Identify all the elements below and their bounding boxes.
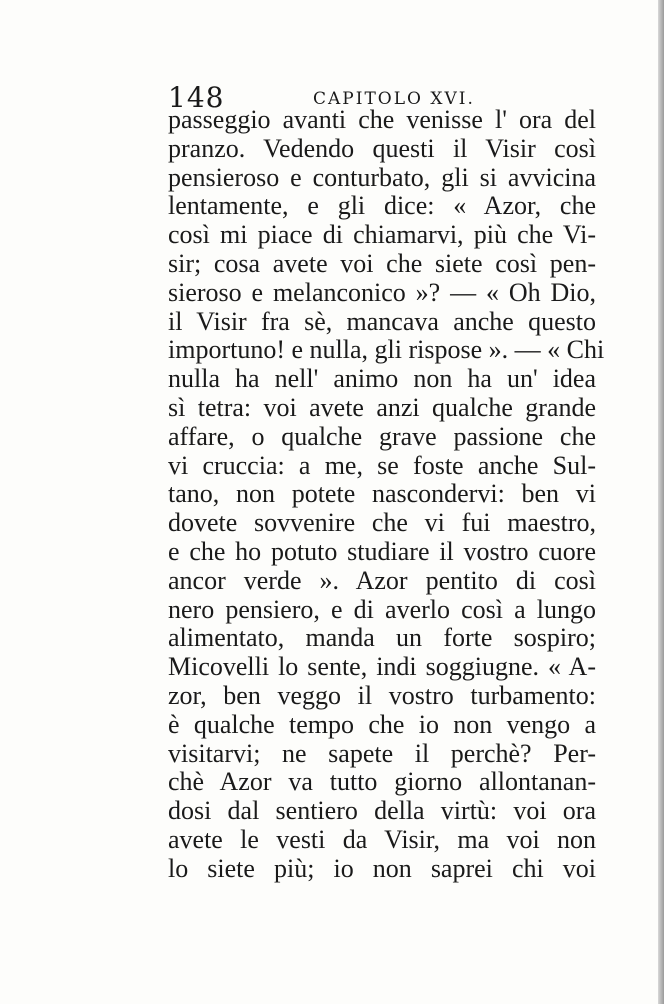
chapter-title: CAPITOLO XVI.	[313, 89, 475, 109]
text-line: sieroso e melanconico »? — « Oh Dio,	[168, 277, 596, 307]
text-line: avete le vesti da Visir, ma voi non	[168, 824, 596, 854]
text-line: visitarvi; ne sapete il perchè? Per-	[168, 738, 596, 768]
text-line: così mi piace di chiamarvi, più che Vi-	[168, 220, 596, 250]
text-line: passeggio avanti che venisse l' ora del	[168, 105, 596, 134]
text-line: dovete sovvenire che vi fui maestro,	[168, 508, 596, 538]
text-line: Micovelli lo sente, indi soggiugne. « A-	[168, 652, 596, 682]
page-edge-shadow	[658, 0, 664, 1004]
text-line: pensieroso e conturbato, gli si avvicina	[168, 162, 596, 192]
page-number: 148	[168, 81, 225, 114]
body-text	[168, 105, 605, 884]
text-line: ancor verde ». Azor pentito di così	[168, 565, 596, 595]
text-line: pranzo. Vedendo questi il Visir così	[168, 133, 596, 163]
text-line: il Visir fra sè, mancava anche questo	[168, 306, 596, 336]
text-line: nulla ha nell' animo non ha un' idea	[168, 364, 596, 394]
text-line: e che ho potuto studiare il vostro cuore	[168, 536, 596, 566]
text-line: è qualche tempo che io non vengo a	[168, 709, 596, 739]
text-line: sir; cosa avete voi che siete così pen-	[168, 248, 596, 278]
text-line: importuno! e nulla, gli rispose ». — « Chi	[168, 335, 605, 365]
text-line: affare, o qualche grave passione che	[168, 421, 596, 451]
text-line: alimentato, manda un forte sospiro;	[168, 623, 596, 653]
text-line: lentamente, e gli dice: « Azor, che	[168, 191, 596, 221]
text-line: lo siete più; io non saprei chi voi	[168, 853, 596, 883]
text-line: chè Azor va tutto giorno allontanan-	[168, 767, 596, 797]
text-line: tano, non potete nascondervi: ben vi	[168, 479, 596, 509]
text-line: vi cruccia: a me, se foste anche Sul-	[168, 450, 596, 480]
text-line: sì tetra: voi avete anzi qualche grande	[168, 392, 596, 422]
text-line: zor, ben veggo il vostro turbamento:	[168, 680, 596, 710]
text-line: dosi dal sentiero della virtù: voi ora	[168, 796, 596, 826]
text-line: nero pensiero, e di averlo così a lungo	[168, 594, 596, 624]
